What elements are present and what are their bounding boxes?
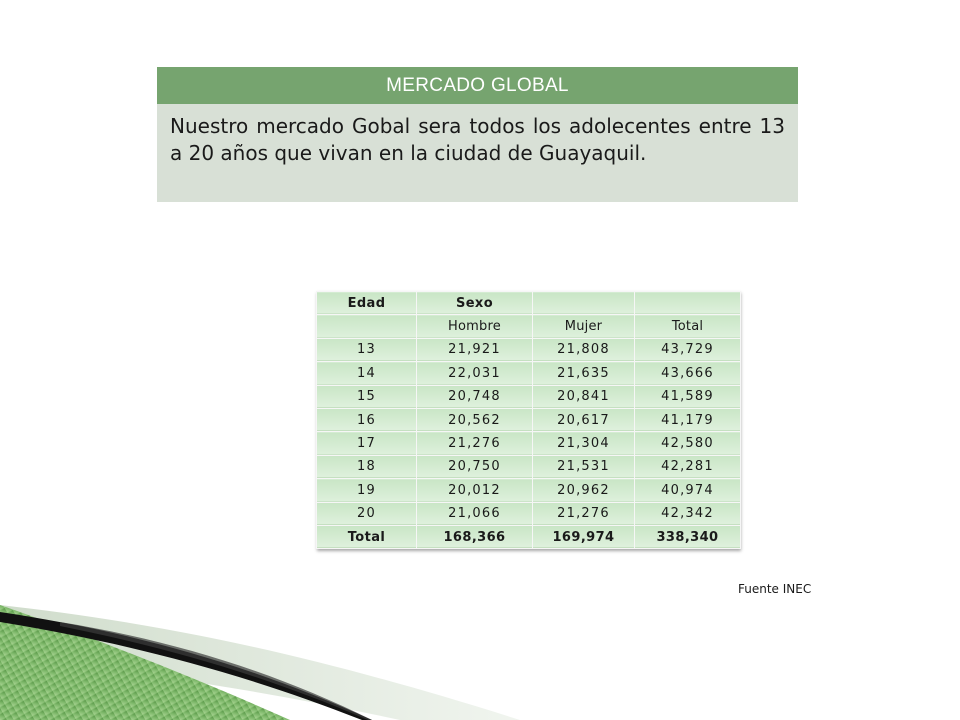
table-cell: 41,179 [635, 408, 741, 431]
table-cell: 43,666 [635, 362, 741, 385]
table-cell: 15 [317, 385, 417, 408]
table-cell: 16 [317, 408, 417, 431]
table-cell: 20,962 [533, 479, 635, 502]
table-cell: Sexo [417, 292, 533, 315]
table-cell: 21,066 [417, 502, 533, 525]
source-note: Fuente INEC [738, 582, 812, 596]
table-cell: 20,750 [417, 455, 533, 478]
section-title: MERCADO GLOBAL [157, 67, 798, 104]
table-cell: 22,031 [417, 362, 533, 385]
table-cell: 42,281 [635, 455, 741, 478]
table-cell: 42,580 [635, 432, 741, 455]
table-cell: 21,304 [533, 432, 635, 455]
table-cell: 20,562 [417, 408, 533, 431]
table-cell: Edad [317, 292, 417, 315]
table-cell: 20,748 [417, 385, 533, 408]
table-cell: Hombre [417, 315, 533, 338]
table-cell: 21,635 [533, 362, 635, 385]
table-cell: 20,012 [417, 479, 533, 502]
table-cell: 20,841 [533, 385, 635, 408]
table-cell: 20 [317, 502, 417, 525]
table-cell: 17 [317, 432, 417, 455]
table-cell: 21,276 [417, 432, 533, 455]
table-cell: 169,974 [533, 525, 635, 548]
table-cell: Total [317, 525, 417, 548]
table-cell: 21,921 [417, 338, 533, 361]
section-body-text: Nuestro mercado Gobal sera todos los adolecentes entre 13 a 20 años que vivan en la ciudad de Guayaquil. [157, 104, 798, 202]
table-cell: 13 [317, 338, 417, 361]
table-cell: 20,617 [533, 408, 635, 431]
table-cell: 21,531 [533, 455, 635, 478]
table-cell: 41,589 [635, 385, 741, 408]
table-cell: 21,276 [533, 502, 635, 525]
table-cell: 14 [317, 362, 417, 385]
table-cell: 21,808 [533, 338, 635, 361]
table-cell: 42,342 [635, 502, 741, 525]
table-cell: 168,366 [417, 525, 533, 548]
table-cell: Mujer [533, 315, 635, 338]
table-cell: 40,974 [635, 479, 741, 502]
table-cell: 19 [317, 479, 417, 502]
table-cell: 338,340 [635, 525, 741, 548]
table-cell: 18 [317, 455, 417, 478]
table-cell: 43,729 [635, 338, 741, 361]
table-cell: Total [635, 315, 741, 338]
